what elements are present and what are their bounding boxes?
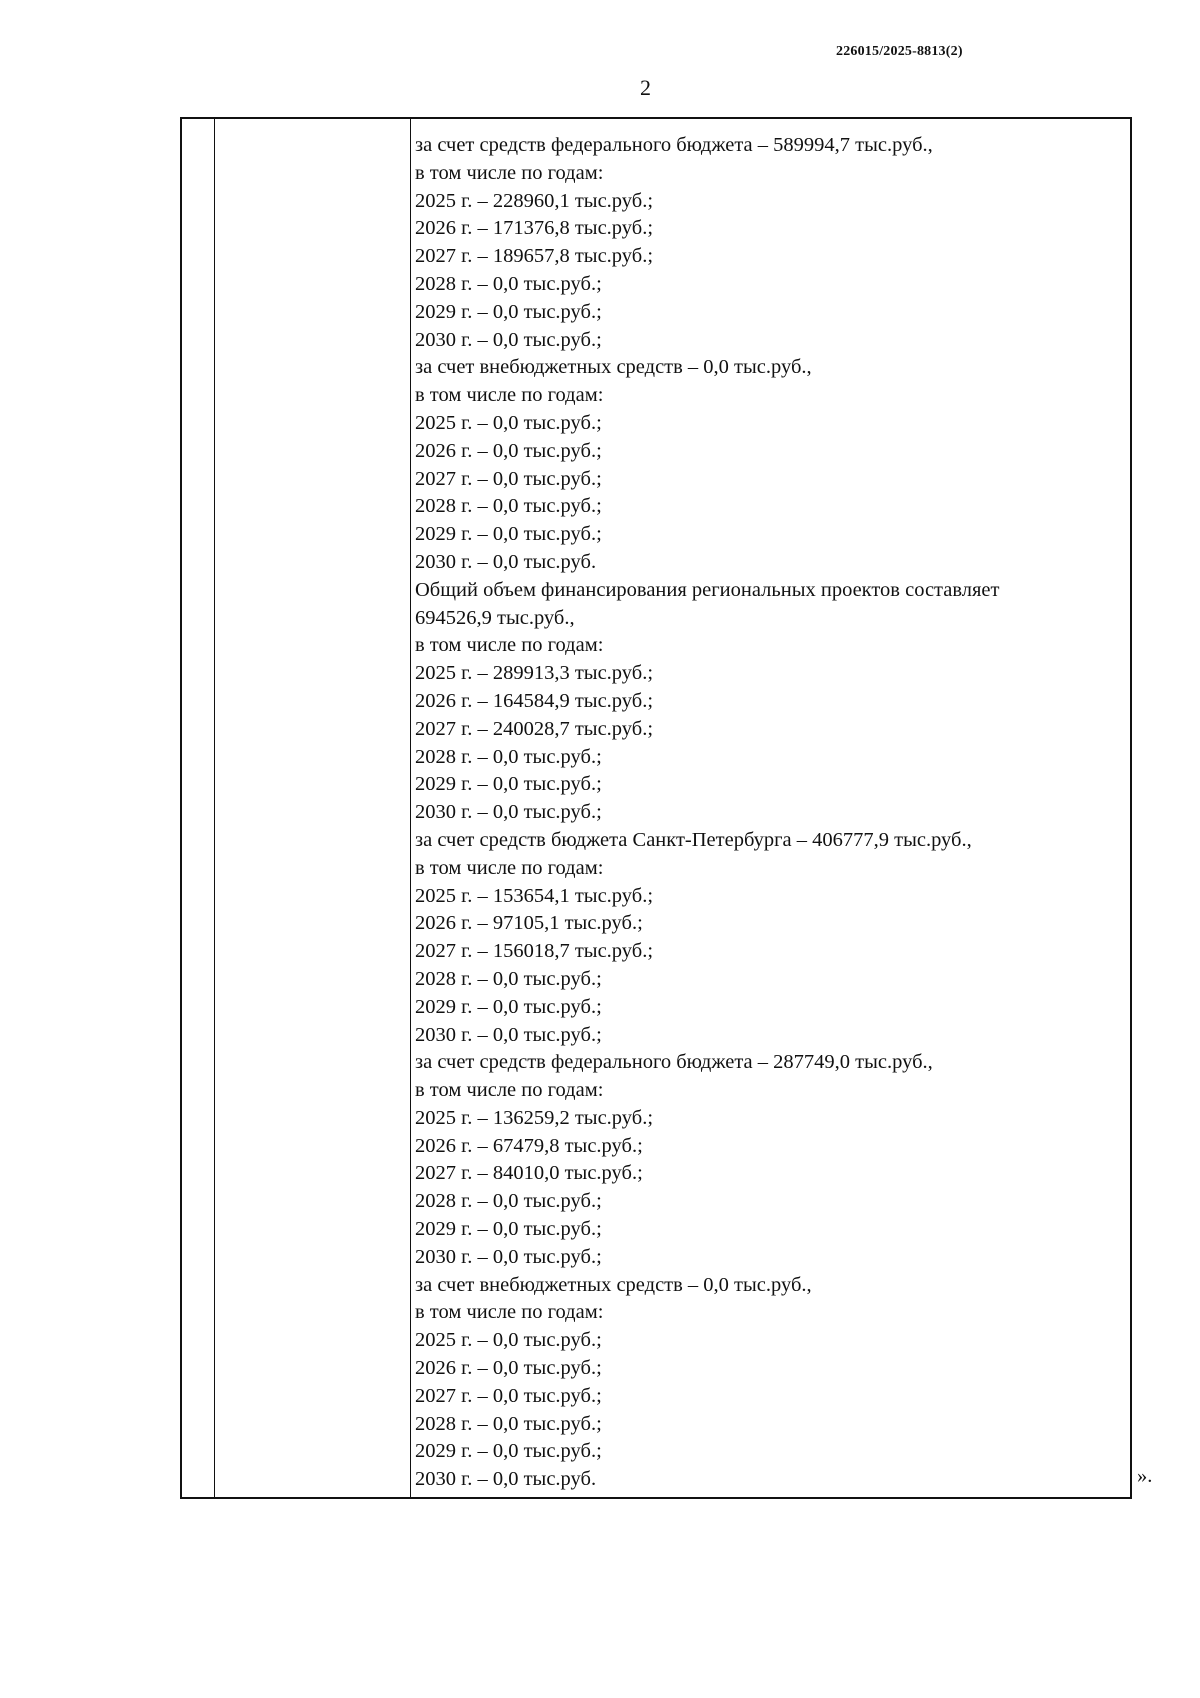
text-line: за счет внебюджетных средств – 0,0 тыс.руб., — [415, 1273, 812, 1296]
text-line: Общий объем финансирования региональных проектов составляет — [415, 578, 1000, 601]
text-line: 2025 г. – 228960,1 тыс.руб.; — [415, 189, 654, 212]
text-line: в том числе по годам: — [415, 161, 604, 184]
text-line: 2028 г. – 0,0 тыс.руб.; — [415, 495, 602, 518]
table-column-content — [411, 119, 1130, 1497]
text-line: 2025 г. – 0,0 тыс.руб.; — [415, 1329, 602, 1352]
text-line: 2029 г. – 0,0 тыс.руб.; — [415, 1440, 602, 1463]
text-line: 2025 г. – 289913,3 тыс.руб.; — [415, 662, 654, 685]
text-line: 2028 г. – 0,0 тыс.руб.; — [415, 272, 602, 295]
text-line: 2026 г. – 67479,8 тыс.руб.; — [415, 1134, 643, 1157]
text-line: 694526,9 тыс.руб., — [415, 606, 575, 629]
text-line: 2030 г. – 0,0 тыс.руб.; — [415, 328, 602, 351]
text-line: 2030 г. – 0,0 тыс.руб.; — [415, 801, 602, 824]
text-line: в том числе по годам: — [415, 634, 604, 657]
closing-quote: ». — [1137, 1465, 1153, 1487]
text-line: 2030 г. – 0,0 тыс.руб.; — [415, 1245, 602, 1268]
table-column-label — [215, 119, 411, 1497]
text-line: за счет средств бюджета Санкт-Петербурга – 406777,9 тыс.руб., — [415, 828, 972, 851]
text-line: в том числе по годам: — [415, 384, 604, 407]
text-line: 2027 г. – 156018,7 тыс.руб.; — [415, 940, 654, 963]
text-line: 2028 г. – 0,0 тыс.руб.; — [415, 967, 602, 990]
text-line: 2026 г. – 97105,1 тыс.руб.; — [415, 912, 643, 935]
text-line: 2029 г. – 0,0 тыс.руб.; — [415, 523, 602, 546]
text-line: 2029 г. – 0,0 тыс.руб.; — [415, 300, 602, 323]
text-line: в том числе по годам: — [415, 1079, 604, 1102]
text-line: 2028 г. – 0,0 тыс.руб.; — [415, 1190, 602, 1213]
text-line: 2025 г. – 0,0 тыс.руб.; — [415, 411, 602, 434]
text-line: в том числе по годам: — [415, 856, 604, 879]
text-line: 2030 г. – 0,0 тыс.руб. — [415, 1468, 597, 1491]
text-line: 2027 г. – 0,0 тыс.руб.; — [415, 1384, 602, 1407]
text-line: 2029 г. – 0,0 тыс.руб.; — [415, 1218, 602, 1241]
page-number: 2 — [640, 75, 651, 100]
text-line: 2030 г. – 0,0 тыс.руб.; — [415, 1023, 602, 1046]
document-number: 226015/2025-8813(2) — [836, 44, 963, 59]
text-line: 2027 г. – 240028,7 тыс.руб.; — [415, 717, 654, 740]
text-line: 2025 г. – 153654,1 тыс.руб.; — [415, 884, 654, 907]
table-column-number — [182, 119, 215, 1497]
text-line: 2026 г. – 164584,9 тыс.руб.; — [415, 689, 654, 712]
text-line: 2028 г. – 0,0 тыс.руб.; — [415, 745, 602, 768]
text-line: 2025 г. – 136259,2 тыс.руб.; — [415, 1106, 654, 1129]
financing-table — [180, 117, 1132, 1499]
text-line: за счет средств федерального бюджета – 287749,0 тыс.руб., — [415, 1051, 933, 1074]
text-line: 2026 г. – 0,0 тыс.руб.; — [415, 1357, 602, 1380]
text-line: за счет средств федерального бюджета – 589994,7 тыс.руб., — [415, 134, 933, 156]
text-line: 2029 г. – 0,0 тыс.руб.; — [415, 773, 602, 796]
text-line: 2026 г. – 0,0 тыс.руб.; — [415, 439, 602, 462]
text-line: в том числе по годам: — [415, 1301, 604, 1324]
text-line: 2026 г. – 171376,8 тыс.руб.; — [415, 217, 654, 240]
text-line: 2027 г. – 84010,0 тыс.руб.; — [415, 1162, 643, 1185]
text-line: 2027 г. – 189657,8 тыс.руб.; — [415, 245, 654, 268]
text-line: 2029 г. – 0,0 тыс.руб.; — [415, 995, 602, 1018]
text-line: 2027 г. – 0,0 тыс.руб.; — [415, 467, 602, 490]
text-line: 2030 г. – 0,0 тыс.руб. — [415, 550, 597, 573]
text-line: за счет внебюджетных средств – 0,0 тыс.руб., — [415, 356, 812, 379]
text-line: 2028 г. – 0,0 тыс.руб.; — [415, 1412, 602, 1435]
